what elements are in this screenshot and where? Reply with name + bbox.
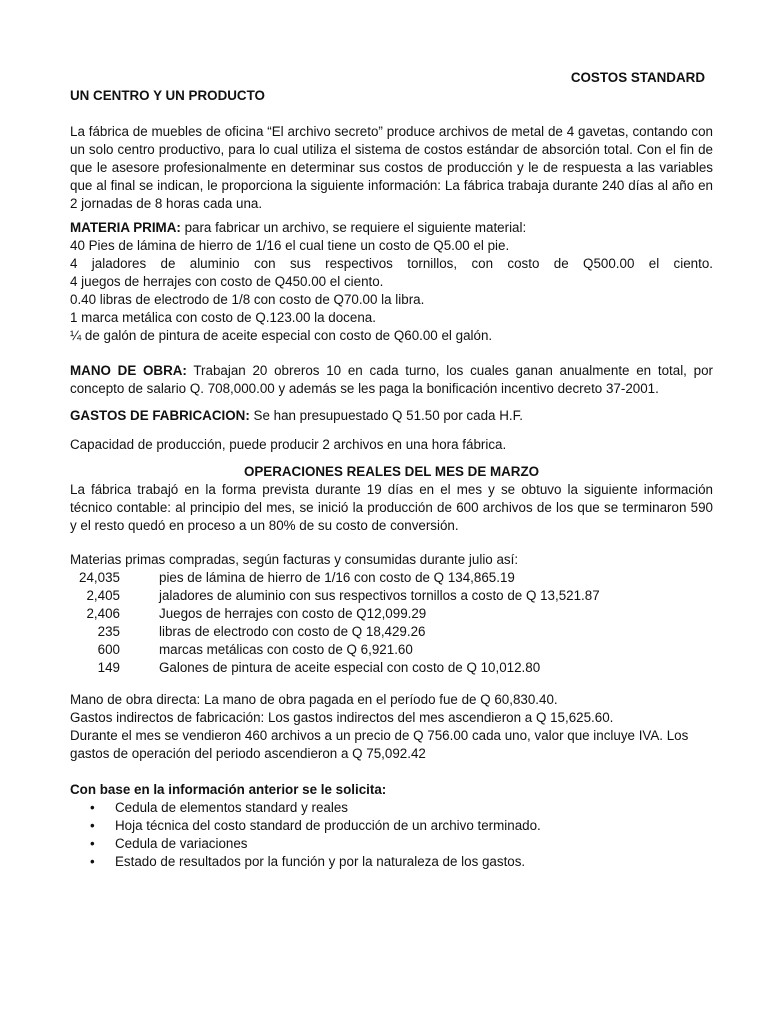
material-item: 0.40 libras de electrodo de 1/8 con costo de Q70.00 la libra. <box>70 292 425 307</box>
gastos-indirectos-text: Gastos indirectos de fabricación: Los gastos indirectos del mes ascendieron a Q 15,625.60. <box>70 710 614 725</box>
purchase-row <box>70 569 713 587</box>
gastos-paragraph <box>70 407 713 425</box>
materia-prima-text: para fabricar un archivo, se requiere el siguiente material: <box>180 220 527 235</box>
list-item-text: Cedula de elementos standard y reales <box>115 800 348 815</box>
purchase-row <box>70 587 713 605</box>
purchase-row <box>70 605 713 623</box>
purchase-desc: pies de lámina de hierro de 1/16 con costo de Q 134,865.19 <box>159 570 515 585</box>
solicita-title: Con base en la información anterior se le solicita: <box>70 782 387 797</box>
list-item <box>70 799 713 817</box>
material-item: 4 juegos de herrajes con costo de Q450.00 el ciento. <box>70 274 384 289</box>
resumen-section <box>70 691 713 763</box>
mano-obra-label: MANO DE OBRA: <box>70 363 187 378</box>
compras-intro: Materias primas compradas, según facturas y consumidas durante julio así: <box>70 552 519 567</box>
mano-directa-text: Mano de obra directa: La mano de obra pagada en el período fue de Q 60,830.40. <box>70 692 558 707</box>
material-item: ¼ de galón de pintura de aceite especial con costo de Q60.00 el galón. <box>70 328 493 343</box>
purchase-desc: Juegos de herrajes con costo de Q12,099.29 <box>159 606 427 621</box>
materia-prima-label: MATERIA PRIMA: <box>70 220 181 235</box>
operaciones-paragraph: La fábrica trabajó en la forma prevista durante 19 días en el mes y se obtuvo la siguiente información técnico contable: al principio del mes, se inició la producción de 600 archivos de los que se terminaron 590 y el resto quedó en proceso a un 80% de su costo de conversión. <box>70 482 713 533</box>
purchase-row <box>70 623 713 641</box>
list-item-text: Hoja técnica del costo standard de producción de un archivo terminado. <box>115 818 541 833</box>
list-item <box>70 817 713 835</box>
purchase-desc: Galones de pintura de aceite especial con costo de Q 10,012.80 <box>159 660 541 675</box>
purchase-qty: 600 <box>97 642 120 657</box>
list-item <box>70 835 713 853</box>
gastos-label: GASTOS DE FABRICACION: <box>70 408 250 423</box>
purchase-row <box>70 641 713 659</box>
material-item: 1 marca metálica con costo de Q.123.00 la docena. <box>70 310 376 325</box>
materia-prima-section <box>70 219 713 345</box>
bullet-icon: • <box>90 836 95 851</box>
purchase-qty: 2,406 <box>86 606 120 621</box>
purchase-qty: 2,405 <box>86 588 120 603</box>
document-page <box>70 0 713 1024</box>
purchase-qty: 149 <box>97 660 120 675</box>
purchase-qty: 235 <box>97 624 120 639</box>
bullet-icon: • <box>90 854 95 869</box>
section-title: UN CENTRO Y UN PRODUCTO <box>70 88 265 103</box>
mano-obra-paragraph <box>70 362 713 398</box>
purchase-row <box>70 659 713 677</box>
material-item: 4 jaladores de aluminio con sus respectivos tornillos, con costo de Q500.00 el ciento. <box>70 256 713 271</box>
purchase-desc: libras de electrodo con costo de Q 18,429.26 <box>159 624 426 639</box>
ventas-text: Durante el mes se vendieron 460 archivos a un precio de Q 756.00 cada uno, valor que incluye IVA. Los gastos de operación del periodo ascendieron a Q 75,092.42 <box>70 728 689 761</box>
purchase-desc: marcas metálicas con costo de Q 6,921.60 <box>159 642 413 657</box>
material-item: 40 Pies de lámina de hierro de 1/16 el cual tiene un costo de Q5.00 el pie. <box>70 238 510 253</box>
intro-paragraph: La fábrica de muebles de oficina “El archivo secreto” produce archivos de metal de 4 gavetas, contando con un solo centro productivo, para lo cual utiliza el sistema de costos estándar de absorción total. Con el fin de que le asesore profesionalmente en determinar sus costos de producción y le de respuesta a las variables que al final se indican, le proporciona la siguiente información: La fábrica trabaja durante 240 días al año en 2 jornadas de 8 horas cada una. <box>70 124 713 211</box>
document-title: COSTOS STANDARD <box>570 70 705 85</box>
list-item-text: Cedula de variaciones <box>115 836 248 851</box>
purchase-qty: 24,035 <box>79 570 120 585</box>
operaciones-title: OPERACIONES REALES DEL MES DE MARZO <box>243 464 540 479</box>
bullet-icon: • <box>90 800 95 815</box>
list-item <box>70 853 713 871</box>
list-item-text: Estado de resultados por la función y por la naturaleza de los gastos. <box>115 854 526 869</box>
bullet-icon: • <box>90 818 95 833</box>
gastos-text: Se han presupuestado Q 51.50 por cada H.F. <box>249 408 523 423</box>
purchase-desc: jaladores de aluminio con sus respectivos tornillos a costo de Q 13,521.87 <box>159 588 600 603</box>
capacidad-paragraph: Capacidad de producción, puede producir 2 archivos en una hora fábrica. <box>70 437 507 452</box>
mano-obra-text: Trabajan 20 obreros 10 en cada turno, los cuales ganan anualmente en total, por concepto de salario Q. 708,000.00 y además se les paga la bonificación incentivo decreto 37-2001. <box>70 363 713 396</box>
requirements-list <box>70 799 713 871</box>
purchases-table <box>70 569 713 677</box>
